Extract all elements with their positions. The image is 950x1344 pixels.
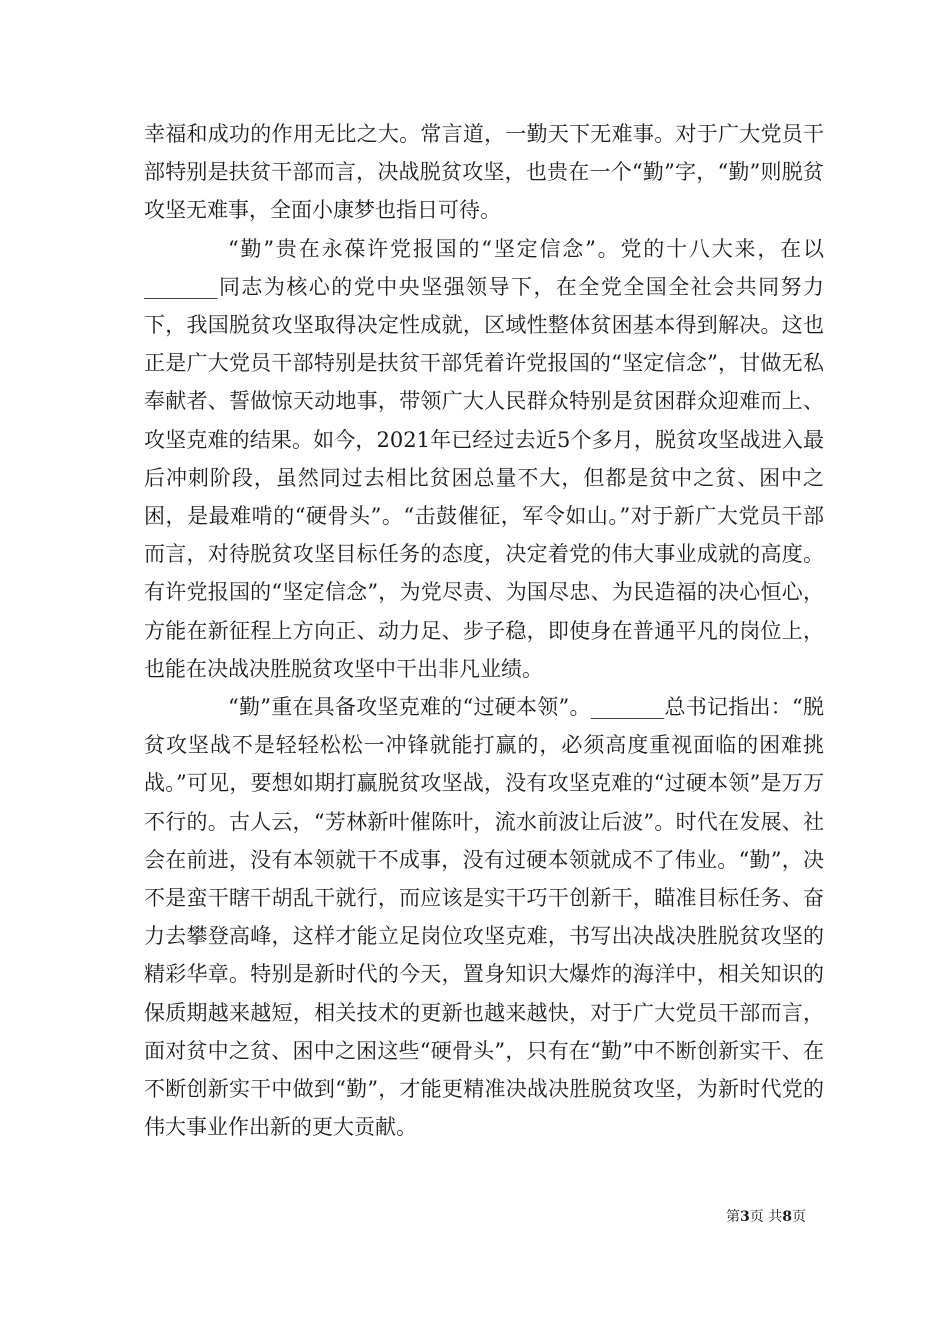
footer-prefix: 第 [726, 1209, 741, 1225]
footer-current-page: 3 [740, 1209, 750, 1225]
paragraph-2: “勤”贵在永葆许党报国的“坚定信念”。党的十八大来，在以_______同志为核心的党中央坚强领导下，在全党全国全社会共同努力下，我国脱贫攻坚取得决定性成就，区域性整体贫困基本得到解决。这也正是广大党员干部特别是扶贫干部凭着许党报国的“坚定信念”，甘做无私奉献者、誓做惊天动地事，带领广大人民群众特别是贫困群众迎难而上、攻坚克难的结果。如今，2021年已经过去近5个多月，脱贫攻坚战进入最后冲刺阶段，虽然同过去相比贫困总量不大，但都是贫中之贫、困中之困，是最难啃的“硬骨头”。“击鼓催征，军令如山。”对于新广大党员干部而言，对待脱贫攻坚目标任务的态度，决定着党的伟大事业成就的高度。有许党报国的“坚定信念”，为党尽责、为国尽忠、为民造福的决心恒心，方能在新征程上方向正、动力足、步子稳，即使身在普通平凡的岗位上，也能在决战决胜脱贫攻坚中干出非凡业绩。 [144, 236, 824, 681]
document-body [144, 115, 824, 1146]
paragraph-1: 幸福和成功的作用无比之大。常言道，一勤天下无难事。对于广大党员干部特别是扶贫干部而言，决战脱贫攻坚，也贵在一个“勤”字，“勤”则脱贫攻坚无难事，全面小康梦也指日可待。 [144, 122, 824, 223]
paragraph-3: “勤”重在具备攻坚克难的“过硬本领”。_______总书记指出：“脱贫攻坚战不是轻轻松松一冲锋就能打赢的，必须高度重视面临的困难挑战。”可见，要想如期打赢脱贫攻坚战，没有攻坚克难的“过硬本领”是万万不行的。古人云，“芳林新叶催陈叶，流水前波让后波”。时代在发展、社会在前进，没有本领就干不成事，没有过硬本领就成不了伟业。“勤”，决不是蛮干瞎干胡乱干就行，而应该是实干巧干创新干，瞄准目标任务、奋力去攀登高峰，这样才能立足岗位攻坚克难，书写出决战决胜脱贫攻坚的精彩华章。特别是新时代的今天，置身知识大爆炸的海洋中，相关知识的保质期越来越短，相关技术的更新也越来越快，对于广大党员干部而言，面对贫中之贫、困中之困这些“硬骨头”，只有在“勤”中不断创新实干、在不断创新实干中做到“勤”，才能更精准决战决胜脱贫攻坚，为新时代党的伟大事业作出新的更大贡献。 [144, 695, 824, 1140]
footer-total-pages: 8 [782, 1209, 792, 1225]
page-footer [0, 1206, 806, 1226]
footer-suffix: 页 [792, 1209, 806, 1225]
footer-middle: 页 共 [749, 1209, 783, 1225]
